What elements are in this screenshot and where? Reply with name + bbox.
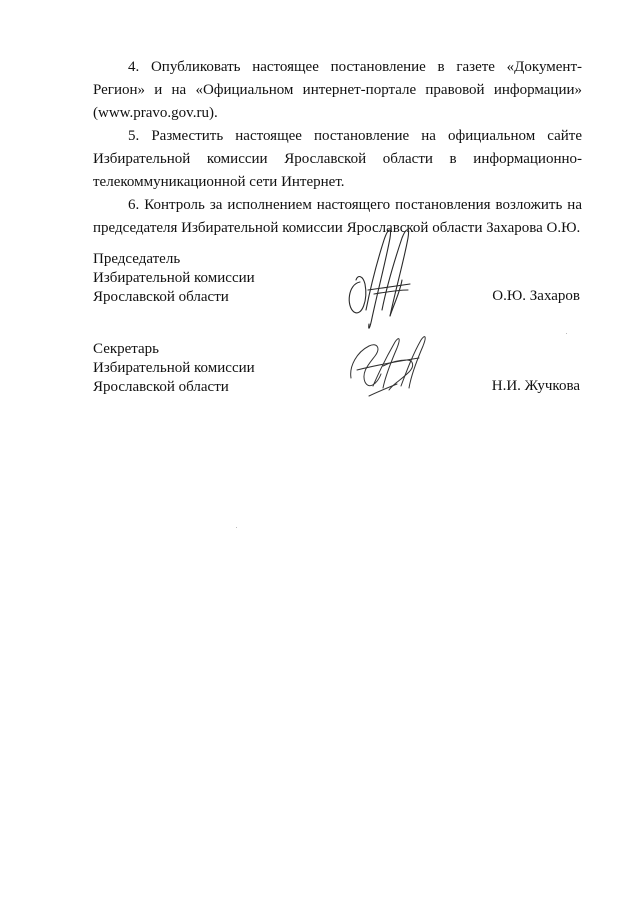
clause-website: 5. Разместить настоящее постановление на официальном сайте Избирательной комиссии Ярославской области в информационно-телекоммуникационной сети Интернет.: [93, 128, 582, 190]
handwritten-signature-chairman: [338, 220, 428, 340]
signature-position-line: Ярославской области: [93, 289, 229, 305]
signatory-name-secretary: Н.И. Жучкова: [491, 378, 580, 394]
clause-publish: 4. Опубликовать настоящее постановление в газете «Документ-Регион» и на «Официальном интернет-портале правовой информации» (www.pravo.gov.ru).: [93, 59, 582, 121]
handwritten-signature-secretary: [343, 326, 438, 406]
signature-position-line: Избирательной комиссии: [93, 360, 255, 376]
signature-section: [93, 250, 582, 430]
clause-control: 6. Контроль за исполнением настоящего постановления возложить на председателя Избирательной комиссии Ярославской области Захарова О.Ю.: [93, 197, 582, 236]
signature-block-chairman: [93, 250, 582, 340]
scan-speck: [566, 333, 567, 334]
signature-block-secretary: [93, 340, 582, 430]
scan-speck: [236, 527, 237, 528]
signature-position-line: Ярославской области: [93, 379, 229, 395]
signature-position-line: Избирательной комиссии: [93, 270, 255, 286]
resolution-clauses: [93, 56, 582, 240]
signature-position-line: Председатель: [93, 251, 181, 267]
signatory-name-chairman: О.Ю. Захаров: [492, 288, 580, 304]
signature-position-line: Секретарь: [93, 341, 160, 357]
